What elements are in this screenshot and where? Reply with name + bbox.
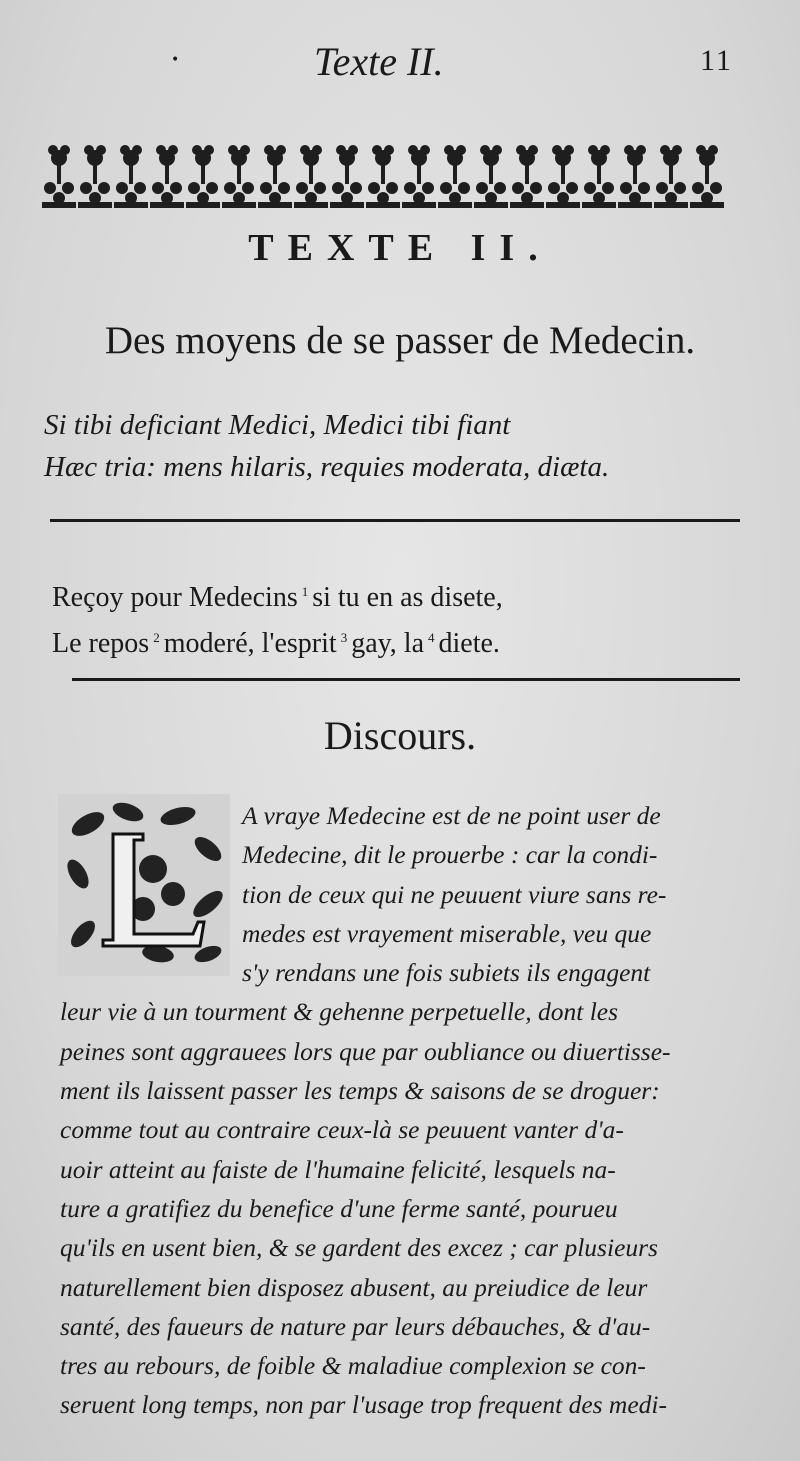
footnote-marker: 4 xyxy=(428,630,435,645)
body-line: comme tout au contraire ceux-là se peuuent vanter d'a- xyxy=(60,1115,624,1145)
printer-mark: • xyxy=(171,52,180,68)
footnote-marker: 3 xyxy=(340,630,348,645)
body-line: tres au rebours, de foible & maladiue complexion se con- xyxy=(60,1351,646,1381)
french-verse-line xyxy=(52,572,772,618)
french-verse-line xyxy=(52,618,772,664)
verse-text: Le repos xyxy=(52,628,150,659)
body-line: s'y rendans une fois subiets ils engagent xyxy=(242,958,651,988)
body-line: peines sont aggrauees lors que par oubliance ou diuertisse- xyxy=(60,1036,671,1066)
body-line: leur vie à un tourment & gehenne perpetuelle, dont les xyxy=(60,997,619,1027)
body-line: Medecine, dit le prouerbe : car la condi- xyxy=(242,840,658,870)
latin-verse-line: Hæc tria: mens hilaris, requies moderata, diæta. xyxy=(44,451,610,483)
running-title: Texte II. xyxy=(314,39,444,84)
horizontal-rule xyxy=(50,519,740,522)
horizontal-rule xyxy=(72,678,740,681)
footnote-marker: 1 xyxy=(301,584,309,599)
verse-text: Reçoy pour Medecins xyxy=(52,582,298,613)
section-title: TEXTE II. xyxy=(248,227,552,269)
latin-verse-line: Si tibi deficiant Medici, Medici tibi fiant xyxy=(44,409,511,441)
verse-text: moderé, l'esprit xyxy=(163,628,337,659)
latin-verse xyxy=(44,404,764,488)
body-line: ment ils laissent passer les temps & saisons de se droguer: xyxy=(60,1076,660,1106)
french-verse xyxy=(52,572,772,664)
body-line: ture a gratifiez du benefice d'une ferme santé, pourueu xyxy=(60,1193,618,1223)
body-line: A vraye Medecine est de ne point user de xyxy=(242,801,661,830)
body-line: seruent long temps, non par l'usage trop frequent des medi- xyxy=(60,1390,667,1420)
verse-text: diete. xyxy=(438,628,500,659)
body-line: santé, des faueurs de nature par leurs débauches, & d'au- xyxy=(60,1311,651,1341)
page-number: 11 xyxy=(700,44,733,77)
footnote-marker: 2 xyxy=(153,630,160,645)
floral-ornament-band xyxy=(42,130,742,216)
section-subtitle: Des moyens de se passer de Medecin. xyxy=(104,319,696,362)
discours-heading: Discours. xyxy=(323,713,477,758)
body-line: uoir atteint au faiste de l'humaine felicité, lesquels na- xyxy=(60,1154,616,1184)
body-line: qu'ils en usent bien, & se gardent des excez ; car plusieurs xyxy=(60,1233,658,1263)
body-line: tion de ceux qui ne peuuent viure sans re- xyxy=(242,879,667,909)
verse-text: gay, la xyxy=(351,628,425,659)
verse-text: si tu en as disete, xyxy=(312,582,503,613)
body-line: naturellement bien disposez abusent, au preiudice de leur xyxy=(60,1272,648,1302)
body-line: medes est vrayement miserable, veu que xyxy=(242,918,652,948)
running-head xyxy=(0,38,800,88)
discours-body xyxy=(60,796,760,1425)
